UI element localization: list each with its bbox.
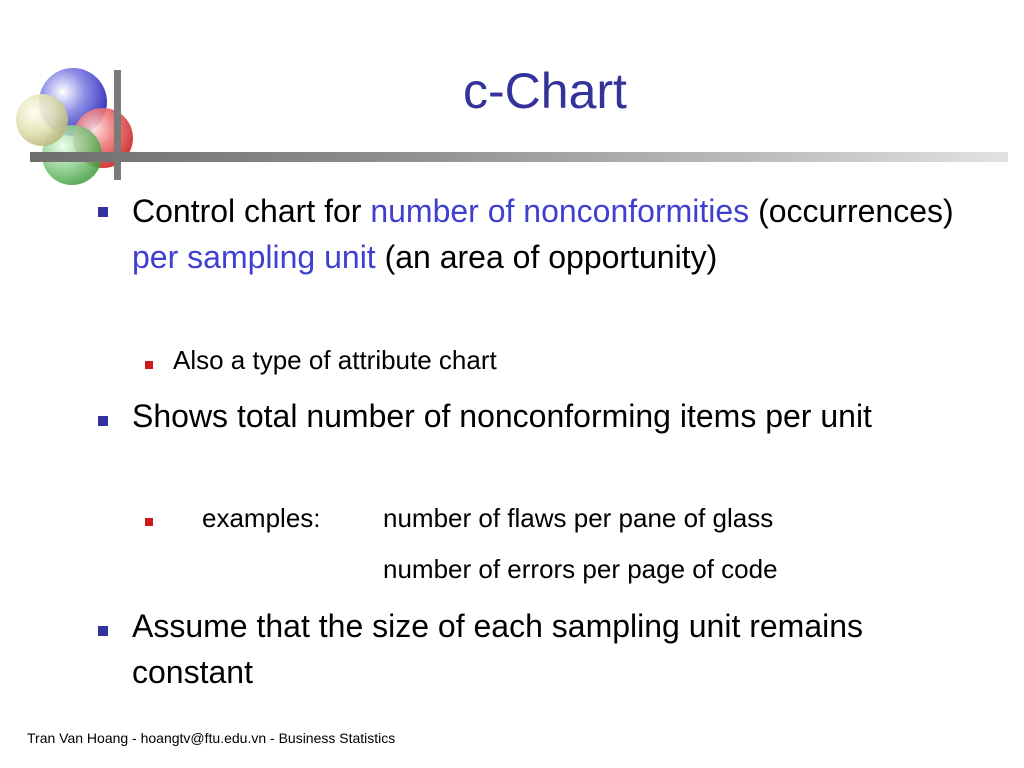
- example-item: number of errors per page of code: [383, 554, 778, 584]
- slide-footer: Tran Van Hoang - hoangtv@ftu.edu.vn - Business Statistics: [27, 730, 396, 746]
- sub-bullet-marker: [145, 361, 153, 369]
- bullet-1-text: Control chart for number of nonconformities (occurrences) per sampling unit (an area of opportunity): [132, 193, 954, 275]
- bullet-3-text: Assume that the size of each sampling unit remains constant: [132, 608, 864, 690]
- emphasis-text: number of nonconformities: [370, 193, 750, 229]
- emphasis-text: per sampling unit: [132, 239, 376, 275]
- bullet-2-text: Shows total number of nonconforming items per unit: [132, 398, 872, 434]
- bullet-1-sub-text: Also a type of attribute chart: [173, 345, 497, 375]
- bullet-marker: [98, 416, 108, 426]
- bullet-marker: [98, 207, 108, 217]
- slide-title: c-Chart: [463, 63, 627, 119]
- sub-bullet-marker: [145, 518, 153, 526]
- examples-label: examples:: [202, 503, 321, 533]
- bullet-marker: [98, 626, 108, 636]
- example-item: number of flaws per pane of glass: [383, 503, 774, 533]
